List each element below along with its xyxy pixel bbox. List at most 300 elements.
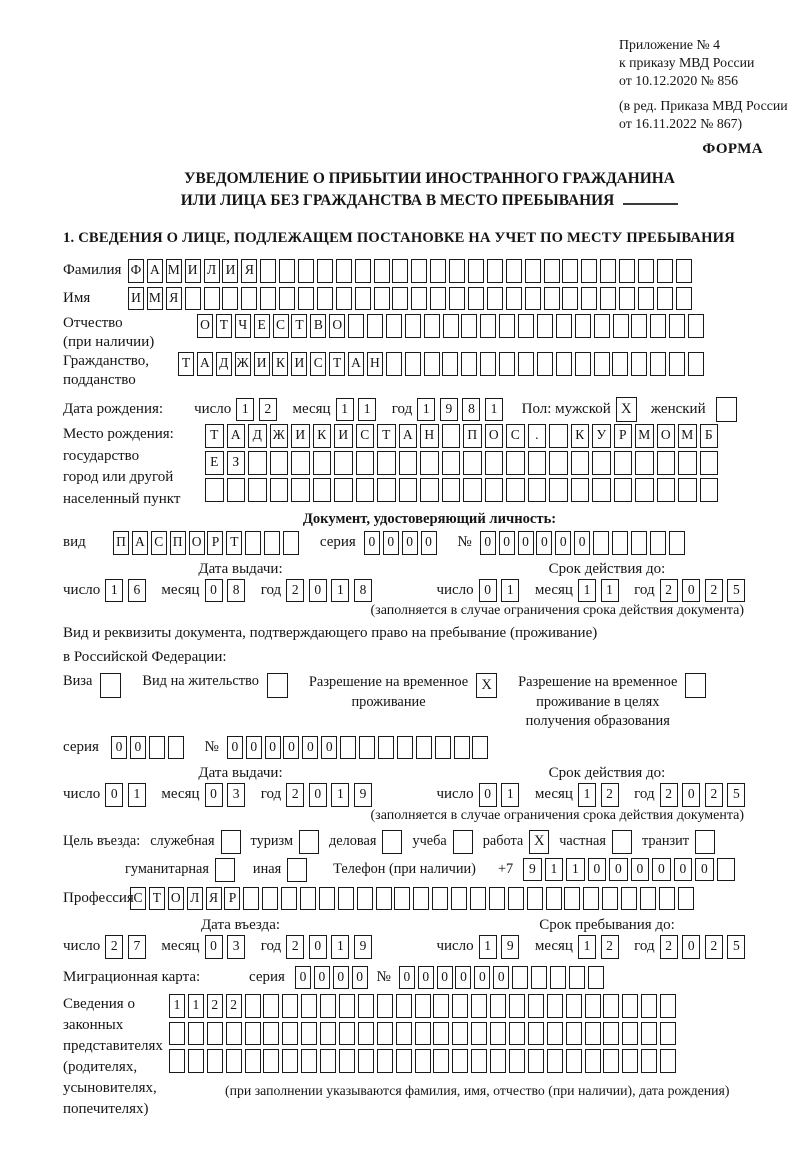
- char-cell[interactable]: [279, 287, 295, 311]
- char-cell[interactable]: [320, 1049, 336, 1073]
- char-cell[interactable]: 1: [336, 398, 354, 422]
- char-cell[interactable]: [461, 352, 477, 376]
- char-cell[interactable]: [348, 314, 364, 338]
- char-cell[interactable]: 0: [130, 736, 146, 760]
- char-cell[interactable]: [377, 1049, 393, 1073]
- char-cell[interactable]: [603, 1022, 619, 1046]
- char-cell[interactable]: [405, 352, 421, 376]
- char-cell[interactable]: [594, 314, 610, 338]
- char-cell[interactable]: [490, 1022, 506, 1046]
- char-cell[interactable]: [593, 531, 609, 555]
- purpose-official-checkbox[interactable]: [221, 830, 241, 854]
- char-cell[interactable]: [612, 531, 628, 555]
- char-cell[interactable]: 0: [588, 858, 607, 882]
- char-cell[interactable]: [356, 451, 375, 475]
- char-cell[interactable]: [169, 1049, 185, 1073]
- char-cell[interactable]: [585, 1022, 601, 1046]
- char-cell[interactable]: М: [678, 424, 697, 448]
- char-cell[interactable]: 2: [660, 579, 678, 603]
- char-cell[interactable]: [650, 531, 666, 555]
- char-cell[interactable]: [641, 1022, 657, 1046]
- char-cell[interactable]: 0: [309, 783, 327, 807]
- char-cell[interactable]: 1: [331, 579, 349, 603]
- char-cell[interactable]: [263, 1022, 279, 1046]
- char-cell[interactable]: К: [571, 424, 590, 448]
- char-cell[interactable]: 2: [105, 935, 123, 959]
- char-cell[interactable]: [575, 314, 591, 338]
- char-cell[interactable]: 2: [207, 994, 223, 1018]
- char-cell[interactable]: [207, 1049, 223, 1073]
- char-cell[interactable]: [550, 966, 566, 990]
- char-cell[interactable]: 0: [518, 531, 534, 555]
- char-cell[interactable]: [442, 352, 458, 376]
- char-cell[interactable]: [169, 1022, 185, 1046]
- char-cell[interactable]: 2: [286, 935, 304, 959]
- char-cell[interactable]: [301, 1022, 317, 1046]
- char-cell[interactable]: [650, 314, 666, 338]
- visa-checkbox[interactable]: [100, 673, 121, 698]
- char-cell[interactable]: [547, 1049, 563, 1073]
- char-cell[interactable]: [556, 352, 572, 376]
- char-cell[interactable]: [367, 314, 383, 338]
- char-cell[interactable]: [528, 994, 544, 1018]
- temp-residence-education-checkbox[interactable]: [685, 673, 706, 698]
- char-cell[interactable]: 0: [309, 579, 327, 603]
- char-cell[interactable]: [282, 1049, 298, 1073]
- char-cell[interactable]: Т: [216, 314, 232, 338]
- char-cell[interactable]: О: [168, 887, 184, 911]
- char-cell[interactable]: 1: [578, 935, 596, 959]
- char-cell[interactable]: [334, 478, 353, 502]
- char-cell[interactable]: [282, 994, 298, 1018]
- char-cell[interactable]: [490, 1049, 506, 1073]
- purpose-other-checkbox[interactable]: [287, 858, 307, 882]
- char-cell[interactable]: [291, 451, 310, 475]
- char-cell[interactable]: [262, 887, 278, 911]
- char-cell[interactable]: [549, 478, 568, 502]
- char-cell[interactable]: 0: [682, 579, 700, 603]
- char-cell[interactable]: [594, 352, 610, 376]
- char-cell[interactable]: [396, 1049, 412, 1073]
- char-cell[interactable]: 1: [578, 783, 596, 807]
- char-cell[interactable]: [506, 287, 522, 311]
- char-cell[interactable]: 0: [555, 531, 571, 555]
- char-cell[interactable]: 6: [128, 579, 146, 603]
- char-cell[interactable]: 0: [295, 966, 311, 990]
- char-cell[interactable]: [358, 994, 374, 1018]
- char-cell[interactable]: 1: [479, 935, 497, 959]
- char-cell[interactable]: 0: [418, 966, 434, 990]
- char-cell[interactable]: М: [166, 259, 182, 283]
- char-cell[interactable]: [245, 1022, 261, 1046]
- char-cell[interactable]: 2: [705, 935, 723, 959]
- char-cell[interactable]: [282, 1022, 298, 1046]
- char-cell[interactable]: 2: [660, 783, 678, 807]
- char-cell[interactable]: [588, 966, 604, 990]
- purpose-work-checkbox[interactable]: X: [529, 830, 549, 854]
- char-cell[interactable]: [638, 287, 654, 311]
- char-cell[interactable]: [537, 314, 553, 338]
- char-cell[interactable]: 2: [601, 783, 619, 807]
- char-cell[interactable]: А: [399, 424, 418, 448]
- char-cell[interactable]: [641, 994, 657, 1018]
- char-cell[interactable]: 0: [674, 858, 693, 882]
- char-cell[interactable]: [468, 259, 484, 283]
- char-cell[interactable]: 0: [246, 736, 262, 760]
- char-cell[interactable]: [602, 887, 618, 911]
- char-cell[interactable]: [631, 314, 647, 338]
- char-cell[interactable]: [461, 314, 477, 338]
- char-cell[interactable]: [442, 478, 461, 502]
- char-cell[interactable]: [317, 287, 333, 311]
- char-cell[interactable]: [512, 966, 528, 990]
- char-cell[interactable]: [204, 287, 220, 311]
- char-cell[interactable]: [185, 287, 201, 311]
- char-cell[interactable]: [641, 1049, 657, 1073]
- char-cell[interactable]: 1: [485, 398, 503, 422]
- char-cell[interactable]: [411, 259, 427, 283]
- char-cell[interactable]: [544, 259, 560, 283]
- char-cell[interactable]: [270, 451, 289, 475]
- char-cell[interactable]: [313, 478, 332, 502]
- char-cell[interactable]: [527, 887, 543, 911]
- char-cell[interactable]: 5: [727, 579, 745, 603]
- char-cell[interactable]: 0: [609, 858, 628, 882]
- char-cell[interactable]: [471, 1022, 487, 1046]
- char-cell[interactable]: [420, 451, 439, 475]
- char-cell[interactable]: 0: [205, 783, 223, 807]
- char-cell[interactable]: Е: [205, 451, 224, 475]
- char-cell[interactable]: 0: [652, 858, 671, 882]
- char-cell[interactable]: А: [132, 531, 148, 555]
- char-cell[interactable]: [386, 352, 402, 376]
- char-cell[interactable]: 2: [705, 579, 723, 603]
- char-cell[interactable]: [336, 259, 352, 283]
- char-cell[interactable]: 5: [727, 935, 745, 959]
- char-cell[interactable]: [657, 478, 676, 502]
- char-cell[interactable]: [420, 478, 439, 502]
- char-cell[interactable]: [480, 314, 496, 338]
- char-cell[interactable]: Д: [248, 424, 267, 448]
- char-cell[interactable]: 0: [402, 531, 418, 555]
- char-cell[interactable]: [443, 314, 459, 338]
- char-cell[interactable]: 0: [631, 858, 650, 882]
- char-cell[interactable]: 1: [358, 398, 376, 422]
- char-cell[interactable]: [463, 451, 482, 475]
- char-cell[interactable]: [449, 259, 465, 283]
- female-checkbox[interactable]: [716, 397, 737, 422]
- char-cell[interactable]: [377, 451, 396, 475]
- char-cell[interactable]: [463, 478, 482, 502]
- char-cell[interactable]: [537, 352, 553, 376]
- char-cell[interactable]: 0: [302, 736, 318, 760]
- char-cell[interactable]: 0: [283, 736, 299, 760]
- char-cell[interactable]: [660, 1049, 676, 1073]
- char-cell[interactable]: 0: [421, 531, 437, 555]
- char-cell[interactable]: А: [197, 352, 213, 376]
- char-cell[interactable]: К: [313, 424, 332, 448]
- char-cell[interactable]: [678, 887, 694, 911]
- char-cell[interactable]: 0: [437, 966, 453, 990]
- char-cell[interactable]: [442, 424, 461, 448]
- char-cell[interactable]: Д: [216, 352, 232, 376]
- char-cell[interactable]: Р: [207, 531, 223, 555]
- char-cell[interactable]: [386, 314, 402, 338]
- char-cell[interactable]: [676, 287, 692, 311]
- char-cell[interactable]: А: [147, 259, 163, 283]
- char-cell[interactable]: О: [189, 531, 205, 555]
- char-cell[interactable]: 2: [705, 783, 723, 807]
- purpose-transit-checkbox[interactable]: [695, 830, 715, 854]
- char-cell[interactable]: 1: [601, 579, 619, 603]
- char-cell[interactable]: [396, 994, 412, 1018]
- char-cell[interactable]: [397, 736, 413, 760]
- char-cell[interactable]: [581, 259, 597, 283]
- char-cell[interactable]: [260, 287, 276, 311]
- char-cell[interactable]: 2: [226, 994, 242, 1018]
- char-cell[interactable]: С: [151, 531, 167, 555]
- char-cell[interactable]: [619, 259, 635, 283]
- char-cell[interactable]: [506, 478, 525, 502]
- char-cell[interactable]: [700, 478, 719, 502]
- char-cell[interactable]: 2: [660, 935, 678, 959]
- char-cell[interactable]: [592, 478, 611, 502]
- char-cell[interactable]: 8: [354, 579, 372, 603]
- char-cell[interactable]: [452, 994, 468, 1018]
- char-cell[interactable]: [313, 451, 332, 475]
- char-cell[interactable]: [506, 259, 522, 283]
- char-cell[interactable]: [472, 736, 488, 760]
- char-cell[interactable]: [581, 287, 597, 311]
- char-cell[interactable]: [394, 887, 410, 911]
- char-cell[interactable]: [585, 1049, 601, 1073]
- char-cell[interactable]: [549, 424, 568, 448]
- char-cell[interactable]: [562, 259, 578, 283]
- char-cell[interactable]: [340, 736, 356, 760]
- char-cell[interactable]: С: [356, 424, 375, 448]
- char-cell[interactable]: [566, 1049, 582, 1073]
- char-cell[interactable]: [415, 1022, 431, 1046]
- char-cell[interactable]: 5: [727, 783, 745, 807]
- char-cell[interactable]: [433, 1022, 449, 1046]
- char-cell[interactable]: 0: [309, 935, 327, 959]
- char-cell[interactable]: [471, 1049, 487, 1073]
- char-cell[interactable]: 1: [169, 994, 185, 1018]
- char-cell[interactable]: [358, 1049, 374, 1073]
- char-cell[interactable]: 0: [227, 736, 243, 760]
- char-cell[interactable]: Н: [367, 352, 383, 376]
- char-cell[interactable]: [301, 1049, 317, 1073]
- char-cell[interactable]: [378, 736, 394, 760]
- char-cell[interactable]: Л: [204, 259, 220, 283]
- char-cell[interactable]: [678, 451, 697, 475]
- char-cell[interactable]: [622, 1049, 638, 1073]
- char-cell[interactable]: М: [635, 424, 654, 448]
- char-cell[interactable]: [320, 1022, 336, 1046]
- char-cell[interactable]: 0: [682, 935, 700, 959]
- char-cell[interactable]: [600, 259, 616, 283]
- char-cell[interactable]: Я: [166, 287, 182, 311]
- char-cell[interactable]: [549, 451, 568, 475]
- char-cell[interactable]: [528, 1022, 544, 1046]
- char-cell[interactable]: 1: [501, 783, 519, 807]
- male-checkbox[interactable]: X: [616, 397, 637, 422]
- char-cell[interactable]: [471, 994, 487, 1018]
- char-cell[interactable]: [612, 352, 628, 376]
- char-cell[interactable]: [319, 887, 335, 911]
- char-cell[interactable]: О: [197, 314, 213, 338]
- char-cell[interactable]: 1: [331, 783, 349, 807]
- char-cell[interactable]: 0: [479, 579, 497, 603]
- char-cell[interactable]: М: [147, 287, 163, 311]
- char-cell[interactable]: [399, 451, 418, 475]
- char-cell[interactable]: [245, 1049, 261, 1073]
- char-cell[interactable]: [452, 1022, 468, 1046]
- char-cell[interactable]: [525, 259, 541, 283]
- char-cell[interactable]: 8: [227, 579, 245, 603]
- char-cell[interactable]: [546, 887, 562, 911]
- char-cell[interactable]: [640, 887, 656, 911]
- char-cell[interactable]: 0: [499, 531, 515, 555]
- char-cell[interactable]: Я: [206, 887, 222, 911]
- char-cell[interactable]: [263, 994, 279, 1018]
- char-cell[interactable]: Т: [149, 887, 165, 911]
- char-cell[interactable]: 0: [111, 736, 127, 760]
- char-cell[interactable]: [669, 314, 685, 338]
- char-cell[interactable]: [355, 259, 371, 283]
- char-cell[interactable]: [717, 858, 736, 882]
- char-cell[interactable]: [566, 994, 582, 1018]
- char-cell[interactable]: [678, 478, 697, 502]
- char-cell[interactable]: [336, 287, 352, 311]
- char-cell[interactable]: [635, 451, 654, 475]
- char-cell[interactable]: А: [227, 424, 246, 448]
- char-cell[interactable]: И: [291, 424, 310, 448]
- char-cell[interactable]: [359, 736, 375, 760]
- char-cell[interactable]: [700, 451, 719, 475]
- char-cell[interactable]: [222, 287, 238, 311]
- char-cell[interactable]: [650, 352, 666, 376]
- char-cell[interactable]: 0: [321, 736, 337, 760]
- char-cell[interactable]: 2: [286, 783, 304, 807]
- char-cell[interactable]: [518, 314, 534, 338]
- char-cell[interactable]: 0: [364, 531, 380, 555]
- char-cell[interactable]: [263, 1049, 279, 1073]
- char-cell[interactable]: [614, 478, 633, 502]
- char-cell[interactable]: Т: [291, 314, 307, 338]
- char-cell[interactable]: .: [528, 424, 547, 448]
- char-cell[interactable]: [490, 994, 506, 1018]
- char-cell[interactable]: [669, 531, 685, 555]
- char-cell[interactable]: [188, 1022, 204, 1046]
- char-cell[interactable]: [188, 1049, 204, 1073]
- char-cell[interactable]: [525, 287, 541, 311]
- char-cell[interactable]: [571, 478, 590, 502]
- char-cell[interactable]: [374, 287, 390, 311]
- char-cell[interactable]: Р: [224, 887, 240, 911]
- char-cell[interactable]: [281, 887, 297, 911]
- char-cell[interactable]: О: [329, 314, 345, 338]
- char-cell[interactable]: [518, 352, 534, 376]
- char-cell[interactable]: С: [130, 887, 146, 911]
- char-cell[interactable]: 0: [352, 966, 368, 990]
- char-cell[interactable]: П: [463, 424, 482, 448]
- char-cell[interactable]: 1: [545, 858, 564, 882]
- char-cell[interactable]: [562, 287, 578, 311]
- char-cell[interactable]: 8: [462, 398, 480, 422]
- char-cell[interactable]: [413, 887, 429, 911]
- char-cell[interactable]: И: [222, 259, 238, 283]
- char-cell[interactable]: [392, 287, 408, 311]
- char-cell[interactable]: Е: [254, 314, 270, 338]
- char-cell[interactable]: [416, 736, 432, 760]
- char-cell[interactable]: [298, 287, 314, 311]
- char-cell[interactable]: [411, 287, 427, 311]
- char-cell[interactable]: [485, 478, 504, 502]
- char-cell[interactable]: [575, 352, 591, 376]
- purpose-study-checkbox[interactable]: [453, 830, 473, 854]
- char-cell[interactable]: [657, 287, 673, 311]
- char-cell[interactable]: [205, 478, 224, 502]
- char-cell[interactable]: [660, 994, 676, 1018]
- char-cell[interactable]: [291, 478, 310, 502]
- char-cell[interactable]: [377, 1022, 393, 1046]
- char-cell[interactable]: [433, 1049, 449, 1073]
- char-cell[interactable]: [489, 887, 505, 911]
- char-cell[interactable]: 0: [536, 531, 552, 555]
- char-cell[interactable]: Л: [187, 887, 203, 911]
- char-cell[interactable]: [603, 994, 619, 1018]
- char-cell[interactable]: И: [334, 424, 353, 448]
- char-cell[interactable]: [480, 352, 496, 376]
- char-cell[interactable]: 1: [236, 398, 254, 422]
- char-cell[interactable]: [659, 887, 675, 911]
- char-cell[interactable]: [339, 1049, 355, 1073]
- char-cell[interactable]: [226, 1022, 242, 1046]
- char-cell[interactable]: В: [310, 314, 326, 338]
- char-cell[interactable]: [487, 259, 503, 283]
- char-cell[interactable]: [283, 531, 299, 555]
- char-cell[interactable]: [585, 994, 601, 1018]
- char-cell[interactable]: 7: [128, 935, 146, 959]
- char-cell[interactable]: Т: [329, 352, 345, 376]
- char-cell[interactable]: Т: [226, 531, 242, 555]
- char-cell[interactable]: [660, 1022, 676, 1046]
- char-cell[interactable]: [603, 1049, 619, 1073]
- char-cell[interactable]: [614, 451, 633, 475]
- char-cell[interactable]: [592, 451, 611, 475]
- char-cell[interactable]: [377, 478, 396, 502]
- char-cell[interactable]: [622, 994, 638, 1018]
- char-cell[interactable]: [207, 1022, 223, 1046]
- char-cell[interactable]: [226, 1049, 242, 1073]
- char-cell[interactable]: 9: [440, 398, 458, 422]
- char-cell[interactable]: 0: [399, 966, 415, 990]
- char-cell[interactable]: [487, 287, 503, 311]
- char-cell[interactable]: 1: [128, 783, 146, 807]
- char-cell[interactable]: 2: [286, 579, 304, 603]
- char-cell[interactable]: 1: [501, 579, 519, 603]
- char-cell[interactable]: [248, 451, 267, 475]
- char-cell[interactable]: [430, 287, 446, 311]
- char-cell[interactable]: 0: [474, 966, 490, 990]
- char-cell[interactable]: [435, 736, 451, 760]
- char-cell[interactable]: [470, 887, 486, 911]
- char-cell[interactable]: 0: [105, 783, 123, 807]
- char-cell[interactable]: 9: [354, 935, 372, 959]
- char-cell[interactable]: [638, 259, 654, 283]
- char-cell[interactable]: [245, 994, 261, 1018]
